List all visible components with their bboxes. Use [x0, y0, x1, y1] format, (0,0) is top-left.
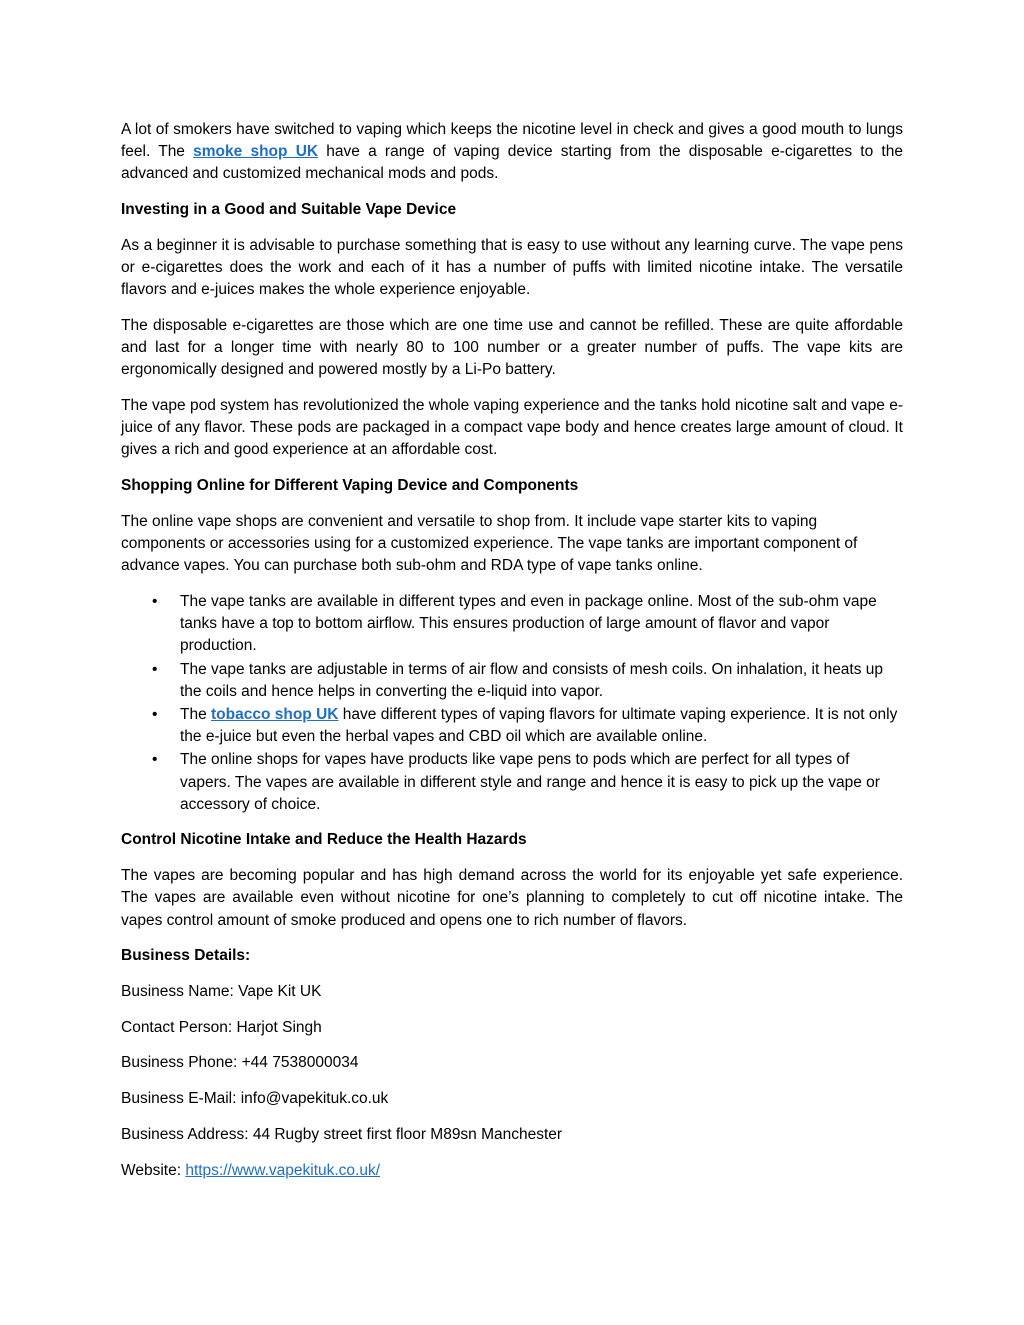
business-email: Business E-Mail: info@vapekituk.co.uk [121, 1090, 389, 1108]
intro-text-before: A lot of smokers have switched to vaping which keeps the nicotine level in check and gives a good mouth to lungs feel. The [121, 121, 903, 161]
paragraph-pod-system: The vape pod system has revolutionized the whole vaping experience and the tanks hold nicotine salt and vape e-juice of any flavor. These pods are packaged in a compact vape body and hence creates large amount of cloud. It gives a rich and good experience at an affordable cost. [121, 397, 903, 459]
website-line [121, 1160, 903, 1182]
list-item [121, 591, 903, 658]
paragraph-online-shops: The online vape shops are convenient and versatile to shop from. It include vape starter kits to vaping components or accessories using for a customized experience. The vape tanks are important component of advance vapes. You can purchase both sub-ohm and RDA type of vape tanks online. [121, 512, 858, 575]
section-heading-nicotine-intake: Control Nicotine Intake and Reduce the Health Hazards [121, 831, 527, 849]
list-item [121, 704, 903, 748]
bullet-icon: • [152, 751, 158, 769]
list-item-text-after: have different types of vaping flavors for ultimate vaping experience. It is not only the e-juice but even the herbal vapes and CBD oil which are available online. [180, 705, 898, 746]
list-item-text: The vape tanks are adjustable in terms of air flow and consists of mesh coils. On inhalation, it heats up the coils and hence helps in converting the e-liquid into vapor. [180, 660, 884, 700]
website-link[interactable]: https://www.vapekituk.co.uk/ [185, 1161, 381, 1179]
section-heading-shopping-online: Shopping Online for Different Vaping Device and Components [121, 477, 579, 495]
list-item-text: The online shops for vapes have products like vape pens to pods which are perfect for all types of vapers. The vapes are available in different style and range and hence it is easy to pick up the vape or accessory of choice. [180, 751, 880, 813]
business-phone: Business Phone: +44 7538000034 [121, 1054, 359, 1072]
list-item-text: The vape tanks are available in different types and even in package online. Most of the sub-ohm vape tanks have a top to bottom airflow. This ensures production of large amount of flavor and vapor production. [180, 592, 877, 655]
list-item [121, 749, 903, 816]
paragraph-vapes-popular: The vapes are becoming popular and has high demand across the world for its enjoyable yet safe experience. The vapes are available even without nicotine for one’s planning to completely to cut off nicotine intake. The vapes control amount of smoke produced and opens one to rich number of flavors. [121, 867, 903, 929]
business-name: Business Name: Vape Kit UK [121, 983, 322, 1000]
paragraph-disposable: The disposable e-cigarettes are those which are one time use and cannot be refilled. These are quite affordable and last for a longer time with nearly 80 to 100 number or a greater number of puffs. The vape kits are ergonomically designed and powered mostly by a Li-Po battery. [121, 316, 903, 379]
section-heading-vape-device: Investing in a Good and Suitable Vape Device [121, 201, 457, 219]
bullet-icon: • [152, 592, 158, 610]
smoke-shop-uk-link[interactable]: smoke shop UK [193, 143, 319, 161]
list-item [121, 659, 903, 703]
tobacco-shop-uk-link[interactable]: tobacco shop UK [211, 705, 339, 723]
intro-text-after: have a range of vaping device starting from the disposable e-cigarettes to the advanced and customized mechanical mods and pods. [121, 143, 903, 183]
contact-person: Contact Person: Harjot Singh [121, 1018, 322, 1036]
intro-paragraph [121, 119, 903, 186]
list-item-text-before: The [180, 705, 212, 723]
business-address: Business Address: 44 Rugby street first floor M89sn Manchester [121, 1125, 563, 1143]
bullet-icon: • [152, 660, 158, 678]
document-body [121, 119, 903, 1182]
business-details-heading: Business Details: [121, 947, 251, 965]
paragraph-beginner: As a beginner it is advisable to purchase something that is easy to use without any learning curve. The vape pens or e-cigarettes does the work and each of it has a number of puffs with limited nicotine intake. The versatile flavors and e-juices makes the whole experience enjoyable. [121, 236, 903, 299]
bullet-list [121, 591, 903, 816]
bullet-icon: • [152, 705, 158, 723]
website-label: Website: [121, 1161, 186, 1179]
